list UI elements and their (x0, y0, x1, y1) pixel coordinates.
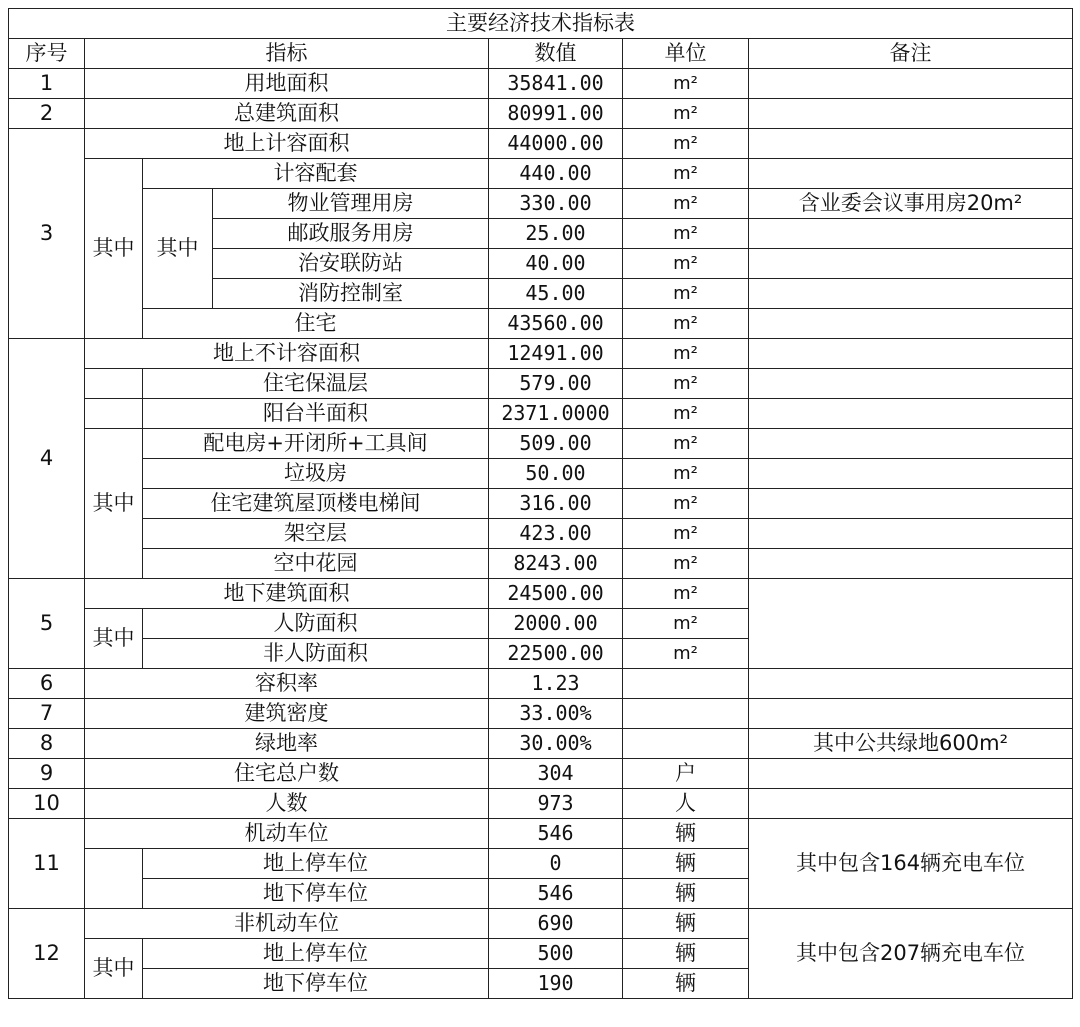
unit-cell: 人 (623, 789, 749, 819)
seq-cell: 10 (9, 789, 85, 819)
note-cell (749, 99, 1073, 129)
table-row (9, 189, 1073, 219)
table-row (9, 669, 1073, 699)
unit-cell: m² (623, 339, 749, 369)
value-cell: 973 (489, 789, 623, 819)
table-row (9, 99, 1073, 129)
indicator-cell: 人数 (85, 789, 489, 819)
unit-cell (623, 669, 749, 699)
seq-cell: 4 (9, 339, 85, 579)
seq-cell: 12 (9, 909, 85, 999)
unit-cell: m² (623, 519, 749, 549)
table-row (9, 399, 1073, 429)
table-row (9, 819, 1073, 849)
unit-cell: 辆 (623, 969, 749, 999)
table-row (9, 69, 1073, 99)
value-cell: 30.00% (489, 729, 623, 759)
header-row (9, 39, 1073, 69)
table-row (9, 909, 1073, 939)
unit-cell: m² (623, 429, 749, 459)
header-note: 备注 (749, 39, 1073, 69)
title-row (9, 9, 1073, 39)
table-row (9, 489, 1073, 519)
table-row (9, 759, 1073, 789)
value-cell: 579.00 (489, 369, 623, 399)
indicator-cell: 空中花园 (143, 549, 489, 579)
unit-cell: m² (623, 129, 749, 159)
table-row (9, 309, 1073, 339)
note-cell (749, 459, 1073, 489)
header-value: 数值 (489, 39, 623, 69)
seq-cell: 2 (9, 99, 85, 129)
value-cell: 316.00 (489, 489, 623, 519)
indicator-cell: 非机动车位 (85, 909, 489, 939)
unit-cell: 户 (623, 759, 749, 789)
note-cell (749, 369, 1073, 399)
value-cell: 304 (489, 759, 623, 789)
note-cell (749, 159, 1073, 189)
indicator-cell: 计容配套 (143, 159, 489, 189)
value-cell: 44000.00 (489, 129, 623, 159)
table-row (9, 129, 1073, 159)
table-row (9, 429, 1073, 459)
indicator-cell: 物业管理用房 (213, 189, 489, 219)
indicator-cell: 住宅保温层 (143, 369, 489, 399)
unit-cell: 辆 (623, 879, 749, 909)
indicator-cell: 治安联防站 (213, 249, 489, 279)
note-cell: 含业委会议事用房20m² (749, 189, 1073, 219)
sub-label-qizhong-nested: 其中 (143, 189, 213, 309)
unit-cell: 辆 (623, 819, 749, 849)
note-cell (749, 669, 1073, 699)
value-cell: 440.00 (489, 159, 623, 189)
economic-indicators-table (8, 8, 1073, 999)
indicator-cell: 架空层 (143, 519, 489, 549)
indicator-cell: 建筑密度 (85, 699, 489, 729)
indicator-cell: 容积率 (85, 669, 489, 699)
header-seq: 序号 (9, 39, 85, 69)
unit-cell: m² (623, 549, 749, 579)
table-title: 主要经济技术指标表 (9, 9, 1073, 39)
unit-cell: 辆 (623, 849, 749, 879)
note-cell (749, 429, 1073, 459)
unit-cell: 辆 (623, 939, 749, 969)
value-cell: 45.00 (489, 279, 623, 309)
note-cell (749, 549, 1073, 579)
seq-cell: 3 (9, 129, 85, 339)
value-cell: 24500.00 (489, 579, 623, 609)
value-cell: 40.00 (489, 249, 623, 279)
note-cell (749, 699, 1073, 729)
value-cell: 190 (489, 969, 623, 999)
note-cell (749, 579, 1073, 669)
note-cell (749, 519, 1073, 549)
unit-cell: m² (623, 399, 749, 429)
unit-cell: m² (623, 459, 749, 489)
indicator-cell: 阳台半面积 (143, 399, 489, 429)
unit-cell: m² (623, 369, 749, 399)
indicator-cell: 住宅 (143, 309, 489, 339)
value-cell: 35841.00 (489, 69, 623, 99)
unit-cell: m² (623, 69, 749, 99)
table-row (9, 699, 1073, 729)
note-cell: 其中包含164辆充电车位 (749, 819, 1073, 909)
indicator-cell: 机动车位 (85, 819, 489, 849)
indicator-cell: 地上停车位 (143, 849, 489, 879)
indicator-cell: 住宅总户数 (85, 759, 489, 789)
indicator-cell: 垃圾房 (143, 459, 489, 489)
table-row (9, 519, 1073, 549)
note-cell (749, 789, 1073, 819)
unit-cell: m² (623, 489, 749, 519)
value-cell: 546 (489, 879, 623, 909)
value-cell: 8243.00 (489, 549, 623, 579)
indicator-cell: 地上不计容面积 (85, 339, 489, 369)
indicator-cell: 地下停车位 (143, 969, 489, 999)
unit-cell: m² (623, 99, 749, 129)
indicator-cell: 绿地率 (85, 729, 489, 759)
unit-cell: m² (623, 579, 749, 609)
table-row (9, 549, 1073, 579)
empty-sub-cell (85, 369, 143, 399)
value-cell: 509.00 (489, 429, 623, 459)
indicator-cell: 消防控制室 (213, 279, 489, 309)
table-row (9, 369, 1073, 399)
seq-cell: 7 (9, 699, 85, 729)
value-cell: 1.23 (489, 669, 623, 699)
indicator-table-frame (8, 8, 1072, 999)
sub-label-qizhong: 其中 (85, 609, 143, 669)
note-cell: 其中包含207辆充电车位 (749, 909, 1073, 999)
note-cell: 其中公共绿地600m² (749, 729, 1073, 759)
note-cell (749, 129, 1073, 159)
value-cell: 2000.00 (489, 609, 623, 639)
unit-cell: m² (623, 189, 749, 219)
note-cell (749, 309, 1073, 339)
empty-sub-cell (85, 849, 143, 909)
indicator-cell: 用地面积 (85, 69, 489, 99)
table-row (9, 729, 1073, 759)
unit-cell: m² (623, 309, 749, 339)
unit-cell: m² (623, 639, 749, 669)
header-indicator: 指标 (85, 39, 489, 69)
indicator-cell: 邮政服务用房 (213, 219, 489, 249)
seq-cell: 6 (9, 669, 85, 699)
indicator-cell: 地上计容面积 (85, 129, 489, 159)
note-cell (749, 249, 1073, 279)
value-cell: 80991.00 (489, 99, 623, 129)
sub-label-qizhong: 其中 (85, 939, 143, 999)
value-cell: 690 (489, 909, 623, 939)
table-row (9, 579, 1073, 609)
seq-cell: 9 (9, 759, 85, 789)
value-cell: 25.00 (489, 219, 623, 249)
table-row (9, 459, 1073, 489)
indicator-cell: 配电房+开闭所+工具间 (143, 429, 489, 459)
note-cell (749, 219, 1073, 249)
unit-cell (623, 729, 749, 759)
value-cell: 2371.0000 (489, 399, 623, 429)
note-cell (749, 759, 1073, 789)
unit-cell: m² (623, 609, 749, 639)
value-cell: 546 (489, 819, 623, 849)
table-row (9, 159, 1073, 189)
value-cell: 22500.00 (489, 639, 623, 669)
note-cell (749, 339, 1073, 369)
table-row (9, 339, 1073, 369)
indicator-cell: 地上停车位 (143, 939, 489, 969)
unit-cell (623, 699, 749, 729)
value-cell: 12491.00 (489, 339, 623, 369)
header-unit: 单位 (623, 39, 749, 69)
indicator-cell: 住宅建筑屋顶楼电梯间 (143, 489, 489, 519)
sub-label-qizhong: 其中 (85, 429, 143, 579)
indicator-cell: 地下建筑面积 (85, 579, 489, 609)
indicator-cell: 人防面积 (143, 609, 489, 639)
unit-cell: m² (623, 219, 749, 249)
sub-label-qizhong: 其中 (85, 159, 143, 339)
seq-cell: 5 (9, 579, 85, 669)
note-cell (749, 69, 1073, 99)
note-cell (749, 279, 1073, 309)
empty-sub-cell (85, 399, 143, 429)
value-cell: 43560.00 (489, 309, 623, 339)
value-cell: 330.00 (489, 189, 623, 219)
unit-cell: m² (623, 279, 749, 309)
value-cell: 423.00 (489, 519, 623, 549)
value-cell: 500 (489, 939, 623, 969)
note-cell (749, 489, 1073, 519)
value-cell: 33.00% (489, 699, 623, 729)
seq-cell: 8 (9, 729, 85, 759)
unit-cell: m² (623, 159, 749, 189)
indicator-cell: 地下停车位 (143, 879, 489, 909)
unit-cell: m² (623, 249, 749, 279)
seq-cell: 11 (9, 819, 85, 909)
table-row (9, 789, 1073, 819)
indicator-cell: 非人防面积 (143, 639, 489, 669)
note-cell (749, 399, 1073, 429)
seq-cell: 1 (9, 69, 85, 99)
value-cell: 0 (489, 849, 623, 879)
value-cell: 50.00 (489, 459, 623, 489)
indicator-cell: 总建筑面积 (85, 99, 489, 129)
unit-cell: 辆 (623, 909, 749, 939)
